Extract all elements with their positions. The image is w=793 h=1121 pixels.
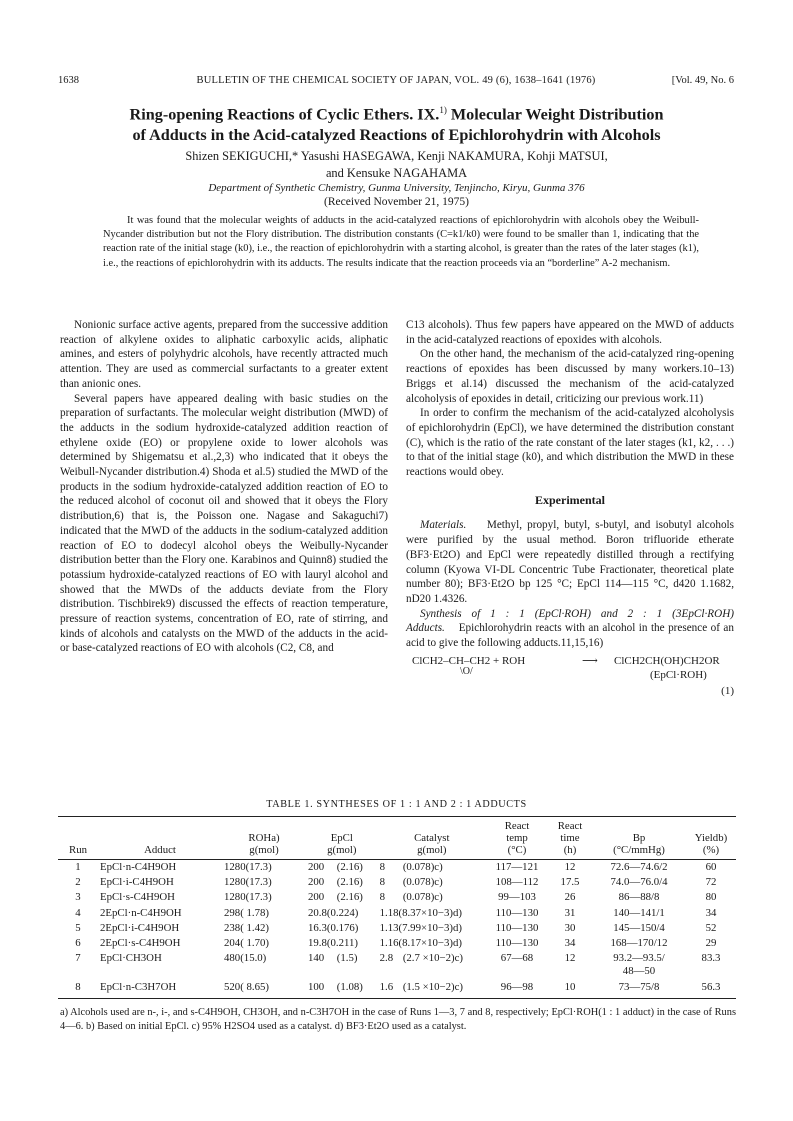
table-cell: 520( 8.65) bbox=[222, 980, 306, 999]
table-cell: 480(15.0) bbox=[224, 952, 267, 965]
title-line-1b: Molecular Weight Distribution bbox=[446, 105, 664, 124]
paper-title bbox=[40, 100, 753, 146]
table-cell: 8 bbox=[379, 861, 385, 873]
table-row bbox=[58, 906, 736, 921]
table-cell: (1.08) bbox=[335, 980, 378, 999]
table-cell: 12 bbox=[564, 952, 576, 965]
table-cell: 145—150/4 bbox=[613, 921, 665, 934]
table-cell: 1.13(7.99×10−3)d) bbox=[379, 921, 462, 934]
table-cell: 20.8(0.224) bbox=[308, 906, 359, 919]
table-cell: 2.8 bbox=[379, 952, 394, 965]
table-cell: 117—121 bbox=[495, 861, 539, 873]
col-catalyst: Catalyst g(mol) bbox=[378, 817, 486, 860]
col-temp: React temp (°C) bbox=[486, 817, 548, 860]
paragraph-mechanism: On the other hand, the mechanism of the acid-catalyzed ring-opening reactions of epoxides has been discussed by many workers.10–13) Briggs et al.14) discussed the mechanism of the acid-catalyzed alcoholysis of epoxides in detail, criticizing our previous work.11) bbox=[406, 348, 734, 405]
table-cell: 73—75/8 bbox=[592, 980, 686, 999]
equation-number: (1) bbox=[721, 684, 734, 697]
table-cell: 74.0—76.0/4 bbox=[610, 876, 668, 889]
table-cell: (2.16) bbox=[336, 891, 363, 904]
equation-product: ClCH2CH(OH)CH2OR bbox=[614, 654, 720, 667]
table-cell: 200 bbox=[308, 891, 325, 904]
paragraph-continuation: C13 alcohols). Thus few papers have appeared on the MWD of adducts in the acid-catalyzed reactions of epoxides with alcohols. bbox=[406, 319, 734, 346]
table-cell: 100 bbox=[306, 980, 335, 999]
table-cell: 34 bbox=[564, 937, 576, 950]
table-cell: 67—68 bbox=[500, 952, 534, 965]
table-cell: (0.078)c) bbox=[402, 876, 443, 889]
table-cell: (2.7 ×10−2)c) bbox=[402, 952, 463, 965]
affiliation: Department of Synthetic Chemistry, Gunma University, Tenjincho, Kiryu, Gunma 376 bbox=[208, 182, 585, 194]
authors-line-1: Shizen SEKIGUCHI,* Yasushi HASEGAWA, Kenji NAKAMURA, Kohji MATSUI, bbox=[185, 149, 608, 163]
table-row bbox=[58, 890, 736, 905]
table-cell: 2EpCl·n-C4H9OH bbox=[100, 906, 182, 919]
table-cell: (0.078)c) bbox=[402, 891, 443, 904]
table-cell: 10 bbox=[548, 980, 592, 999]
table-cell: (0.078)c) bbox=[402, 861, 443, 873]
abstract bbox=[103, 214, 699, 271]
table-caption: TABLE 1. SYNTHESES OF 1 : 1 AND 2 : 1 ADDUCTS bbox=[266, 799, 527, 810]
table-cell: EpCl·n-C3H7OH bbox=[98, 980, 222, 999]
syntheses-table bbox=[58, 816, 736, 999]
epoxide-ring: \O/ bbox=[460, 665, 473, 677]
table-cell: 8 bbox=[379, 876, 385, 889]
table-cell: EpCl·s-C4H9OH bbox=[100, 891, 175, 904]
col-epcl: EpCl g(mol) bbox=[306, 817, 378, 860]
title-line-2: of Adducts in the Acid-catalyzed Reactions of Epichlorohydrin with Alcohols bbox=[132, 126, 661, 145]
table-cell: 2EpCl·i-C4H9OH bbox=[100, 921, 180, 934]
title-line-1: Ring-opening Reactions of Cyclic Ethers. IX. bbox=[129, 105, 440, 124]
table-cell: 16.3(0.176) bbox=[308, 921, 359, 934]
table-cell: 72.6—74.6/2 bbox=[610, 861, 668, 873]
paragraph-aim: In order to confirm the mechanism of the acid-catalyzed alcoholysis of epichlorohydrin (EpCl), we have determined the distribution constant (C), which is the ratio of the rate constant of the later stages (k1, k2, . . .) to that of the initial stage (k0), and which distribution the MWD in these reactions would obey. bbox=[406, 407, 734, 479]
received-date: (Received November 21, 1975) bbox=[324, 196, 469, 208]
table-row bbox=[58, 936, 736, 951]
table-cell: 31 bbox=[564, 906, 576, 919]
table-cell: 1280(17.3) bbox=[224, 861, 272, 873]
table-row bbox=[58, 921, 736, 936]
table-cell: 93.2—93.5/ 48—50 bbox=[613, 952, 665, 978]
col-time: React time (h) bbox=[548, 817, 592, 860]
table-cell: 1.6 bbox=[378, 980, 401, 999]
table-cell: 96—98 bbox=[486, 980, 548, 999]
table-cell: 99—103 bbox=[498, 891, 536, 904]
right-column bbox=[406, 318, 734, 695]
table-cell: 110—130 bbox=[495, 921, 539, 934]
paragraph-intro: Nonionic surface active agents, prepared from the successive addition reaction of alkylene oxides to aliphatic carboxylic acids, aliphatic amines, and esters of polyhydric alcohols, have recently attracted much attention. They are used as commercial surfactants to a greater extent than anionic ones. bbox=[60, 319, 388, 390]
equation-product-label: (EpCl·ROH) bbox=[650, 668, 707, 681]
table-cell: (1.5) bbox=[336, 952, 358, 965]
journal-citation: BULLETIN OF THE CHEMICAL SOCIETY OF JAPAN, VOL. 49 (6), 1638–1641 (1976) bbox=[196, 75, 596, 86]
abstract-text: It was found that the molecular weights of adducts in the acid-catalyzed reactions of epichlorohydrin with alcohols obey the Weibull-Nycander distribution but not the Flory distribution. The distribution constants (C=k1/k0) were found to be smaller than 1, indicating that the reaction rate of the initial stage (k0), i.e., the reaction of epichlorohydrin with a starting alcohol, is greater than the rates of the later stages (k1), i.e., the reactions of epichlorohydrin with its adducts. The results indicate that the reaction proceeds via an “borderline” A-2 mechanism. bbox=[103, 215, 699, 269]
table-cell: 12 bbox=[564, 861, 576, 873]
table-cell: 86—88/8 bbox=[618, 891, 660, 904]
materials-heading: Materials. bbox=[420, 519, 467, 532]
col-roh: ROHa) g(mol) bbox=[222, 817, 306, 860]
table-cell: 298( 1.78) bbox=[224, 906, 269, 919]
table-cell: 8 bbox=[379, 891, 385, 904]
authors-line-2: and Kensuke NAGAHAMA bbox=[325, 165, 468, 180]
section-heading-experimental: Experimental bbox=[535, 492, 605, 507]
table-cell: 110—130 bbox=[495, 906, 539, 919]
synthesis-heading: Synthesis of 1 : 1 (EpCl·ROH) and 2 : 1 (3EpCl·ROH) Adducts. bbox=[406, 607, 734, 635]
table-cell: 140 bbox=[308, 952, 325, 965]
equation-reactants: ClCH2–CH–CH2 + ROH bbox=[412, 654, 526, 667]
table-cell: 140—141/1 bbox=[613, 906, 665, 919]
table-cell: 3 bbox=[75, 891, 81, 904]
table-cell: EpCl·n-C4H9OH bbox=[100, 861, 177, 873]
table-cell: 52 bbox=[705, 921, 717, 934]
table-cell: (2.16) bbox=[336, 861, 363, 873]
table-cell: 1 bbox=[75, 861, 81, 873]
volume-issue: [Vol. 49, No. 6 bbox=[671, 75, 734, 86]
table-cell: 108—112 bbox=[495, 876, 539, 889]
col-adduct: Adduct bbox=[98, 817, 222, 860]
table-cell: 1.18(8.37×10−3)d) bbox=[379, 906, 462, 919]
col-bp: Bp (°C/mmHg) bbox=[592, 817, 686, 860]
table-cell: EpCl·CH3OH bbox=[100, 952, 162, 965]
table-header-row bbox=[58, 817, 736, 860]
table-cell: 2 bbox=[75, 876, 81, 889]
table-cell: 4 bbox=[75, 906, 81, 919]
table-cell: 30 bbox=[564, 921, 576, 934]
table-cell: 80 bbox=[705, 891, 717, 904]
table-cell: 17.5 bbox=[560, 876, 580, 889]
materials-text: Methyl, propyl, butyl, s-butyl, and isobutyl alcohols were purified by the usual method. Boron trifluoride etherate (BF3·Et2O) and EpCl were repeatedly distilled through a rectifying column (Kyowa VI-DL Concentric Tube Fractionater, theoretical plate number 80); BF3·Et2O bp 125 °C; EpCl 114—115 °C, d420 1.1682, nD20 1.4326. bbox=[406, 519, 734, 605]
table-cell: 6 bbox=[75, 937, 81, 950]
table-cell: 1280(17.3) bbox=[224, 876, 272, 889]
title-footnote-mark: 1) bbox=[439, 105, 447, 115]
table-cell: 29 bbox=[705, 937, 717, 950]
paragraph-literature: Several papers have appeared dealing with basic studies on the preparation of surfactants. The molecular weight distribution (MWD) of the adducts in the sodium hydroxide-catalyzed addition reaction of ethylene oxide (EO) or propylene oxide to lower alcohols was determined by Shigematsu et al.,2,3) who indicated that it obeys the Weibull-Nycander distribution.4) Shoda et al.5) studied the MWD of the products in the sodium hydroxide-catalyzed addition reaction of EO to the reduced alcohol of coconut oil and showed that it obeys the Flory distribution,6) that is, the Poisson one. Nagase and Sakaguchi7) indicated that the MWD of the adducts in the sodium-catalyzed addition reaction of EO to dodecyl alcohol obeys the Weibully-Nycander distribution better than the Flory one. Karabinos and Quinn8) studied the potassium hydroxide-catalyzed reactions of EO with lauryl alcohol and showed that the MWDs of the adducts deviate from the Flory distribution. Tischbirek9) discussed the effects of reaction temperature, pressure of reaction systems, concentration of EO, rate of stirring, and kinds of alcohols and catalysts on the MWD of the adducts in the acid- or base-catalyzed reactions of EO with alcohols (C2, C8, and bbox=[60, 392, 388, 655]
author-list bbox=[40, 148, 753, 181]
page-number: 1638 bbox=[58, 75, 79, 86]
reaction-equation bbox=[406, 651, 734, 695]
table-row bbox=[58, 951, 736, 979]
synthesis-text: Epichlorohydrin reacts with an alcohol in the presence of an acid to give the following adducts.11,15,16) bbox=[406, 622, 734, 650]
table-cell: 1.16(8.17×10−3)d) bbox=[379, 937, 462, 950]
table-cell: 19.8(0.211) bbox=[308, 937, 358, 950]
table-cell: 34 bbox=[705, 906, 717, 919]
table-cell: 72 bbox=[705, 876, 717, 889]
table-footnotes: a) Alcohols used are n-, i-, and s-C4H9OH, CH3OH, and n-C3H7OH in the case of Runs 1—3, 7 and 8, respectively; EpCl·ROH(1 : 1 adduct) in the case of Runs 4—6. b) Based on initial EpCl. c) 95% H2SO4 used as a catalyst. d) BF3·Et2O used as a catalyst. bbox=[60, 1007, 736, 1032]
table-cell: EpCl·i-C4H9OH bbox=[100, 876, 174, 889]
table-cell: 83.3 bbox=[701, 952, 721, 965]
reaction-arrow-icon: ⟶ bbox=[582, 654, 598, 667]
table-cell: 204( 1.70) bbox=[224, 937, 269, 950]
table-cell: 200 bbox=[308, 876, 325, 889]
table-cell: 110—130 bbox=[495, 937, 539, 950]
table-row bbox=[58, 980, 736, 999]
paragraph-synthesis bbox=[406, 607, 734, 651]
table-cell: 26 bbox=[564, 891, 576, 904]
table-cell: 168—170/12 bbox=[610, 937, 668, 950]
left-column bbox=[60, 318, 388, 656]
table-cell: 60 bbox=[705, 861, 717, 873]
table-cell: 200 bbox=[308, 861, 325, 873]
col-yield: Yieldb) (%) bbox=[686, 817, 736, 860]
table-cell: (2.16) bbox=[336, 876, 363, 889]
table-cell: 2EpCl·s-C4H9OH bbox=[100, 937, 181, 950]
table-cell: 8 bbox=[58, 980, 98, 999]
table-cell: 56.3 bbox=[686, 980, 736, 999]
paragraph-materials bbox=[406, 518, 734, 606]
table-cell: 238( 1.42) bbox=[224, 921, 269, 934]
col-run: Run bbox=[58, 817, 98, 860]
table-row bbox=[58, 860, 736, 876]
table-row bbox=[58, 875, 736, 890]
table-cell: 5 bbox=[75, 921, 81, 934]
table-cell: 7 bbox=[75, 952, 81, 965]
table-cell: 1280(17.3) bbox=[224, 891, 272, 904]
running-header bbox=[58, 75, 734, 91]
table-cell: (1.5 ×10−2)c) bbox=[401, 980, 486, 999]
